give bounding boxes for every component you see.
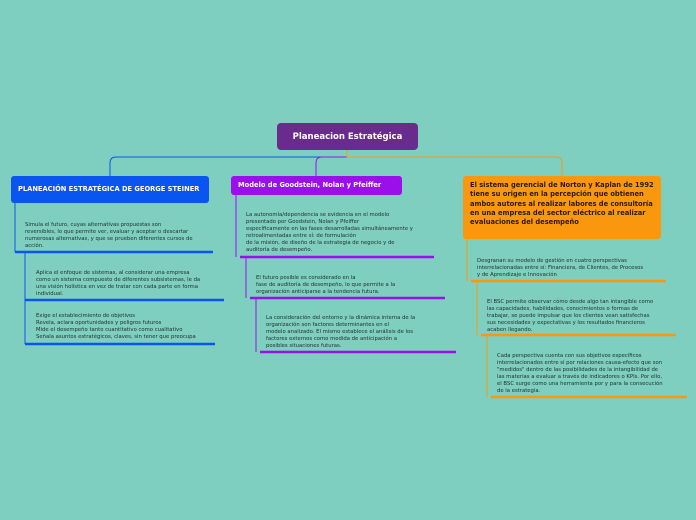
subtopic-norton-2-text: El BSC permite observar cómo desde algo tan intangible como las capacidades, habilidades, conocimientos o formas de trabajar, se puede impulsar que los clientes vean satisfechas sus necesidades y expectativas y los resultados financieros acaben llegando. (487, 299, 654, 333)
root-topic[interactable] (277, 123, 418, 150)
topic-norton[interactable] (463, 176, 661, 239)
subtopic-steiner-2[interactable] (36, 270, 226, 298)
subtopic-steiner-1-text: Simula el futuro, cuyas alternativas propuestas son reversibles, lo que permite ver, evaluar y aceptar o descartar numerosas alternativas, y que se prueben diferentes cursos de acción. (25, 222, 193, 249)
topic-goodstein[interactable] (231, 176, 402, 195)
topic-norton-label: El sistema gerencial de Norton y Kaplan de 1992 tiene su origen en la percepción que obtienen ambos autores al realizar labores de consultoría en una empresa del sector eléctrico al realizar evaluaciones del desempeño (470, 181, 654, 227)
connector-root-goodstein (316, 150, 347, 176)
root-topic-label: Planeacion Estratégica (292, 131, 403, 142)
subtopic-goodstein-1[interactable] (246, 212, 436, 253)
subtopic-goodstein-2-text: El futuro posible es considerado en la fase de auditoría de desempeño, lo que permite a la organización anticiparse a la tendencia futura. (256, 275, 396, 295)
subtopic-steiner-1[interactable] (25, 222, 213, 250)
subtopic-norton-1[interactable] (477, 258, 669, 279)
connector-root-steiner (110, 150, 347, 176)
topic-goodstein-label: Modelo de Goodstein, Nolan y Pfeiffer (238, 181, 382, 190)
topic-steiner-label: PLANEACIÓN ESTRATÉGICA DE GEORGE STEINER (18, 185, 200, 194)
topic-steiner[interactable] (11, 176, 209, 203)
subtopic-goodstein-2[interactable] (256, 275, 436, 296)
subtopic-norton-1-text: Desgranan su modelo de gestión en cuatro perspectivas interrelacionadas entre sí: Financiera, de Clientes, de Procesos y de Aprendizaje e Innovación (477, 258, 644, 278)
subtopic-steiner-3-text: Exige el establecimiento de objetivos Revela, aclara oportunidades y peligros futuros Mide el desempeño tanto cuantitativo como cualitativo Señala asuntos estratégicos, claves, sin tener que preocupa (36, 313, 196, 340)
subtopic-steiner-2-text: Aplica el enfoque de sistemas, al considerar una empresa como un sistema compuesto de diferentes subsistemas, le da una visión holística en vez de tratar con cada parte en forma individual. (36, 270, 201, 297)
subtopic-norton-3[interactable] (497, 353, 691, 394)
subtopic-norton-3-text: Cada perspectiva cuenta con sus objetivos específicos interrelacionados entre sí por relaciones causa-efecto que son "medidos" dentro de las posibilidades de la intangibilidad de las materias a evaluar a través de indicadores o KPIs. Por ello, el BSC surge como una herramienta por y para la consecución de la estrategia. (497, 353, 663, 394)
subtopic-goodstein-3[interactable] (266, 315, 454, 350)
subtopic-goodstein-1-text: La autonomía/dependencia se evidencia en el modelo presentado por Goodstein, Nolan y Pfeiffer específicamente en las fases desarrolladas simultáneamente y retroalimentadas entre sí: de formulación de la misión, de diseño de la estrategia de negocio y de auditoría de desempeño. (246, 212, 413, 253)
connector-root-norton (347, 150, 562, 176)
subtopic-norton-2[interactable] (487, 299, 677, 334)
subtopic-goodstein-3-text: La consideración del entorno y la dinámica interna de la organización son factores determinantes en el modelo analizado. El mismo establece el análisis de los factores externos como medida de anticipación a posibles situaciones futuras. (266, 315, 416, 349)
subtopic-steiner-3[interactable] (36, 313, 218, 341)
